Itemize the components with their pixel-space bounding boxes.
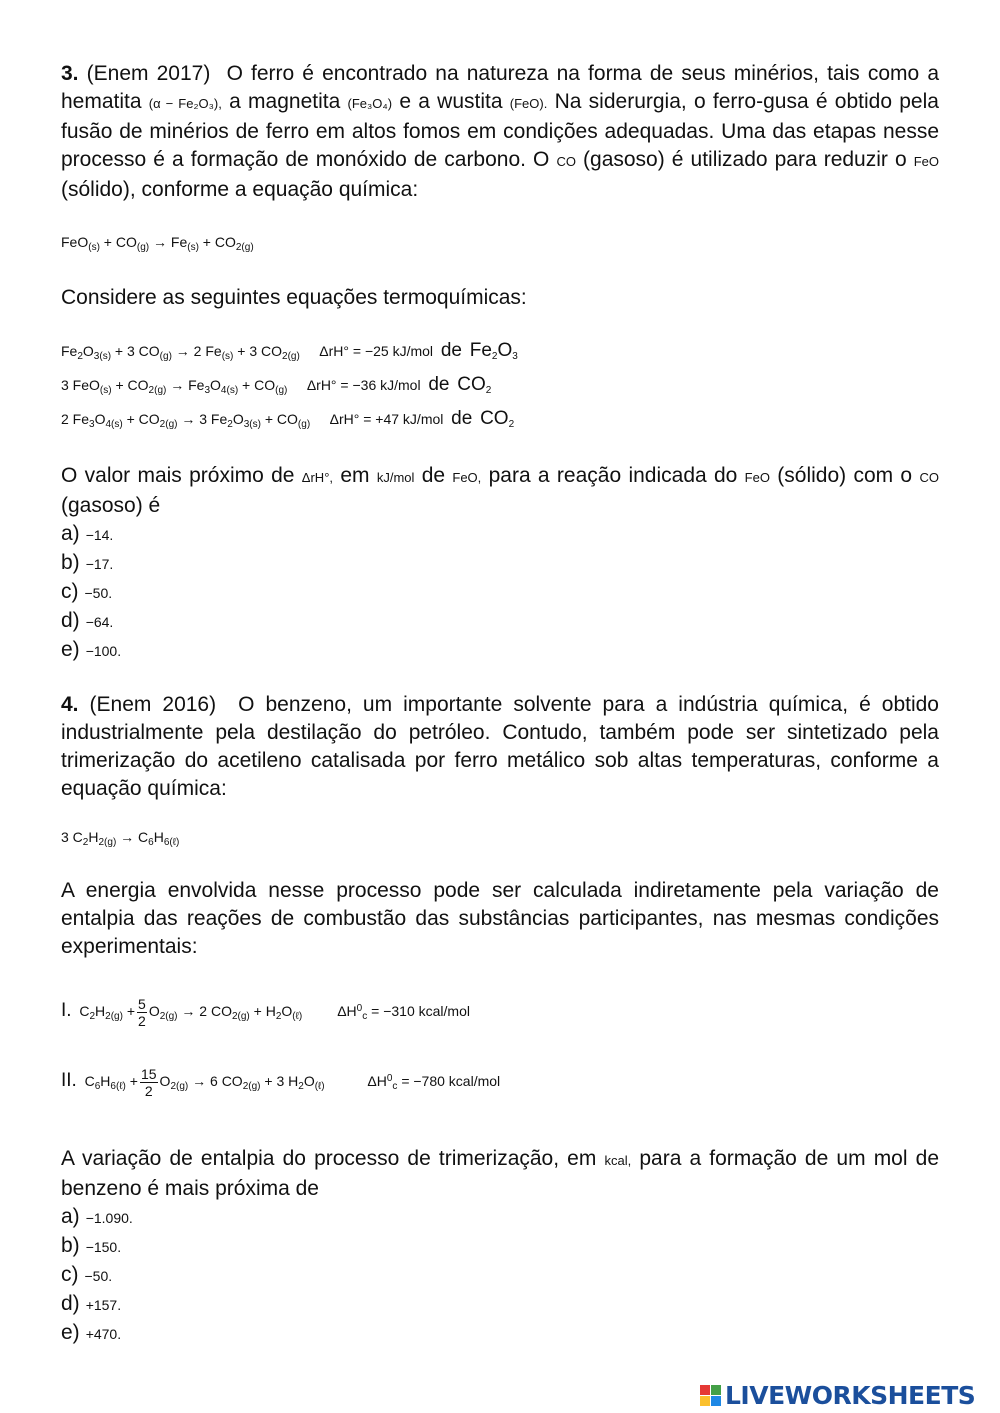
q4-energy-text: A energia envolvida nesse processo pode ser calculada indiretamente pela variação de entalpia das reações de combustão das substâncias participantes, nas mesmas condições experimentais:: [61, 879, 939, 958]
q3-option-d[interactable]: d) −64.: [61, 609, 114, 632]
q4-statement: 4. (Enem 2016) O benzeno, um importante solvente para a indústria química, é obtido industrialmente pela destilação do petróleo. Contudo, também pode ser sintetizado pela trimerização do acetileno catalisada por ferro metálico sob altas temperaturas, conforme a equação química:: [61, 693, 939, 800]
q3-option-e[interactable]: e) −100.: [61, 638, 122, 661]
q4-option-e[interactable]: e) +470.: [61, 1321, 122, 1344]
q3-option-c[interactable]: c) −50.: [61, 580, 113, 603]
q4-combustion-equation-2: II. $C_6H_{6(\ell)}$ + $\frac{15}{2}$ $O_{2(g)} \to 6$ $CO_{2(g)} + 3$ $H_2O_{(\ell)}$ $\Delta H^0_c = -780$ kcal/mol: [61, 1065, 501, 1099]
q4-option-b[interactable]: b) −150.: [61, 1234, 122, 1257]
q3-option-a[interactable]: a) −14.: [61, 522, 114, 545]
q3-option-b[interactable]: b) −17.: [61, 551, 114, 574]
q4-trimerization-equation: 3 $C_2H_{2(g)} \to C_6H_{6(\ell)}$: [61, 829, 180, 848]
q3-main-equation: $FeO_{(s)} + CO_{(g)} \to Fe_{(s)} + CO_{2(g)}$: [61, 234, 254, 253]
liveworksheets-logo[interactable]: [700, 1380, 975, 1410]
q4-combustion-equation-1: I. $C_2H_{2(g)}$ + $\frac{5}{2}$ $O_{2(g)} \to 2$ $CO_{2(g)} + H_2O_{(\ell)}$ $\Delta H^0_c = -310$ kcal/mol: [61, 995, 470, 1029]
q4-option-a[interactable]: a) −1.090.: [61, 1205, 133, 1228]
logo-icon: [700, 1385, 721, 1406]
q4-option-d[interactable]: d) +157.: [61, 1292, 122, 1315]
q4-options: [61, 1203, 939, 1348]
q3-thermo-equation-2: 3 $FeO_{(s)} + CO_{2(g)} \to Fe_3O_{4(s)} + CO_{(g)}$ ΔrH° = −36 kJ/mol de $CO_2$: [61, 374, 492, 396]
q3-thermo-equation-3: 2 $Fe_3O_{4(s)} + CO_{2(g)} \to 3$ $Fe_2O_{3(s)} + CO_{(g)}$ ΔrH° = +47 kJ/mol de $CO_2$: [61, 408, 515, 430]
q3-thermo-equation-1: $Fe_2O_{3(s)} + 3$ $CO_{(g)} \to 2$ $Fe_{(s)} + 3$ $CO_{2(g)}$ ΔrH° = −25 kJ/mol de $Fe_2O_3$: [61, 340, 518, 362]
q3-consider-text: Considere as seguintes equações termoquímicas:: [61, 286, 527, 309]
q3-options: [61, 520, 939, 665]
q3-question: O valor mais próximo de ΔrH°, em kJ/mol de FeO, para a reação indicada do FeO (sólido) com o CO (gasoso) é: [61, 464, 939, 517]
fraction: $\frac{15}{2}$: [140, 1065, 157, 1099]
worksheet-page: [61, 60, 939, 1348]
q4-question: A variação de entalpia do processo de trimerização, em kcal, para a formação de um mol de benzeno é mais próxima de: [61, 1147, 940, 1200]
logo-text: LIVEWORKSHEETS: [725, 1380, 976, 1410]
q3-statement: 3. (Enem 2017) O ferro é encontrado na natureza na forma de seus minérios, tais como a hematita (α − Fe₂O₃), a magnetita (Fe₃O₄) e a wustita (FeO). Na siderurgia, o ferro-gusa é obtido pela fusão de minérios de ferro em altos fomos em condições adequadas. Uma das etapas nesse processo é a formação de monóxido de carbono. O CO (gasoso) é utilizado para reduzir o FeO (sólido), conforme a equação química:: [61, 62, 940, 201]
fraction: $\frac{5}{2}$: [138, 995, 146, 1029]
q4-option-c[interactable]: c) −50.: [61, 1263, 113, 1286]
